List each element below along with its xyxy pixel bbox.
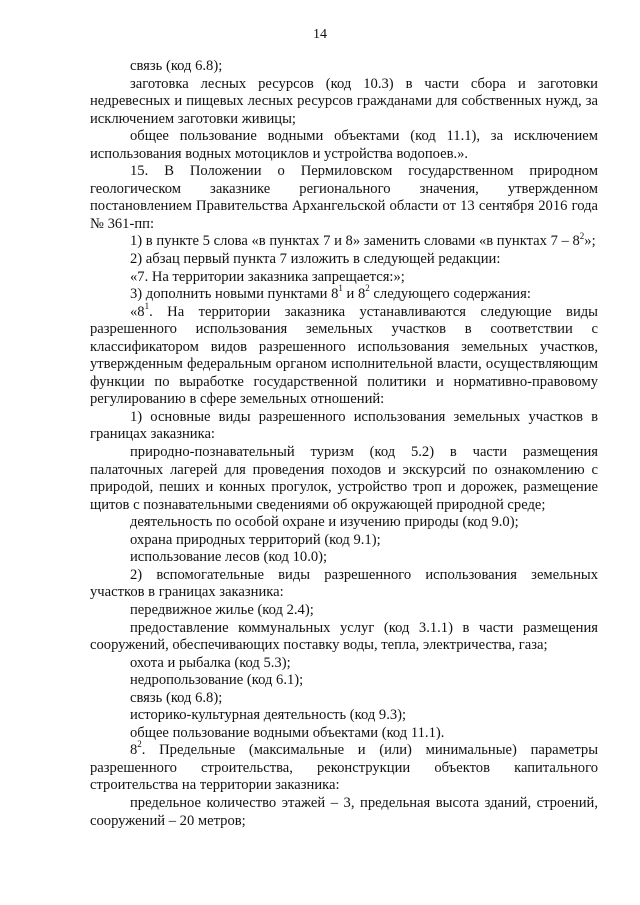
paragraph: «7. На территории заказника запрещается:»; (130, 268, 405, 285)
paragraph: передвижное жилье (код 2.4); (130, 601, 314, 618)
paragraph-text: и 8 (342, 286, 366, 303)
paragraph: 15. В Положении о Пермиловском государственном природном геологическом заказнике регионального значения, утвержденном постановлением Правительства Архангельской области от 13 сентября 2016 года № 361-пп: (90, 163, 598, 232)
paragraph (90, 739, 598, 795)
paragraph (90, 283, 598, 304)
paragraph: 1) основные виды разрешенного использования земельных участков в границах заказника: (90, 408, 598, 443)
paragraph-text: 8 (130, 742, 138, 759)
paragraph-text: следующего содержания: (369, 286, 531, 303)
paragraph: заготовка лесных ресурсов (код 10.3) в части сбора и заготовки недревесных и пищевых лесных ресурсов гражданами для собственных нужд, за исключением заготовки живицы; (90, 75, 598, 127)
paragraph-text: 3) дополнить новыми пунктами 8 (130, 286, 339, 303)
superscript: 2 (137, 739, 142, 750)
document-body (90, 58, 598, 830)
paragraph-text: «8 (130, 303, 145, 320)
page-number: 14 (313, 27, 327, 42)
paragraph-text: 1) в пункте 5 слова «в пунктах 7 и 8» заменить словами «в пунктах 7 – 8 (130, 233, 580, 250)
superscript: 1 (338, 283, 343, 294)
paragraph: предельное количество этажей – 3, предельная высота зданий, строений, сооружений – 20 метров; (90, 794, 598, 829)
paragraph: историко-культурная деятельность (код 9.3); (130, 707, 407, 724)
paragraph: связь (код 6.8); (130, 58, 223, 74)
paragraph: охота и рыбалка (код 5.3); (130, 654, 291, 671)
paragraph-text: . На территории заказника устанавливаются следующие виды разрешенного использования земельных участков в соответствии с классификатором видов разрешенного использования земельных участков, утвержденным федеральным органом исполнительной власти, осуществляющим функции по выработке государственной политики и нормативно-правовому регулированию в сфере земельных отношений: (90, 303, 598, 408)
paragraph: недропользование (код 6.1); (130, 672, 304, 689)
paragraph: охрана природных территорий (код 9.1); (130, 531, 381, 548)
paragraph-text: . Предельные (максимальные и (или) минимальные) параметры разрешенного строительства, реконструкции объектов капитального строительства на территории заказника: (90, 742, 598, 794)
paragraph: общее пользование водными объектами (код 11.1). (130, 724, 445, 741)
paragraph: 2) абзац первый пункта 7 изложить в следующей редакции: (130, 251, 501, 268)
paragraph (90, 300, 598, 409)
superscript: 2 (365, 283, 370, 294)
paragraph: деятельность по особой охране и изучению природы (код 9.0); (130, 514, 519, 531)
paragraph: использование лесов (код 10.0); (130, 549, 328, 566)
paragraph: природно-познавательный туризм (код 5.2) в части размещения палаточных лагерей для проведения походов и экскурсий по ознакомлению с природой, пеших и конных прогулок, устройство троп и дорожек, размещение щитов с познавательными сведениями об окружающей природной среде; (90, 444, 598, 513)
paragraph: связь (код 6.8); (130, 689, 223, 706)
paragraph-text: »; (584, 233, 596, 250)
paragraph (90, 230, 598, 251)
superscript: 1 (144, 300, 150, 311)
paragraph: общее пользование водными объектами (код 11.1), за исключением использования водных мотоциклов и устройства водопоев.». (90, 128, 598, 162)
paragraph: 2) вспомогательные виды разрешенного использования земельных участков в границах заказника: (90, 566, 598, 601)
paragraph: предоставление коммунальных услуг (код 3.1.1) в части размещения сооружений, обеспечивающих поставку воды, тепла, электричества, газа; (90, 619, 598, 654)
superscript: 2 (579, 230, 585, 241)
